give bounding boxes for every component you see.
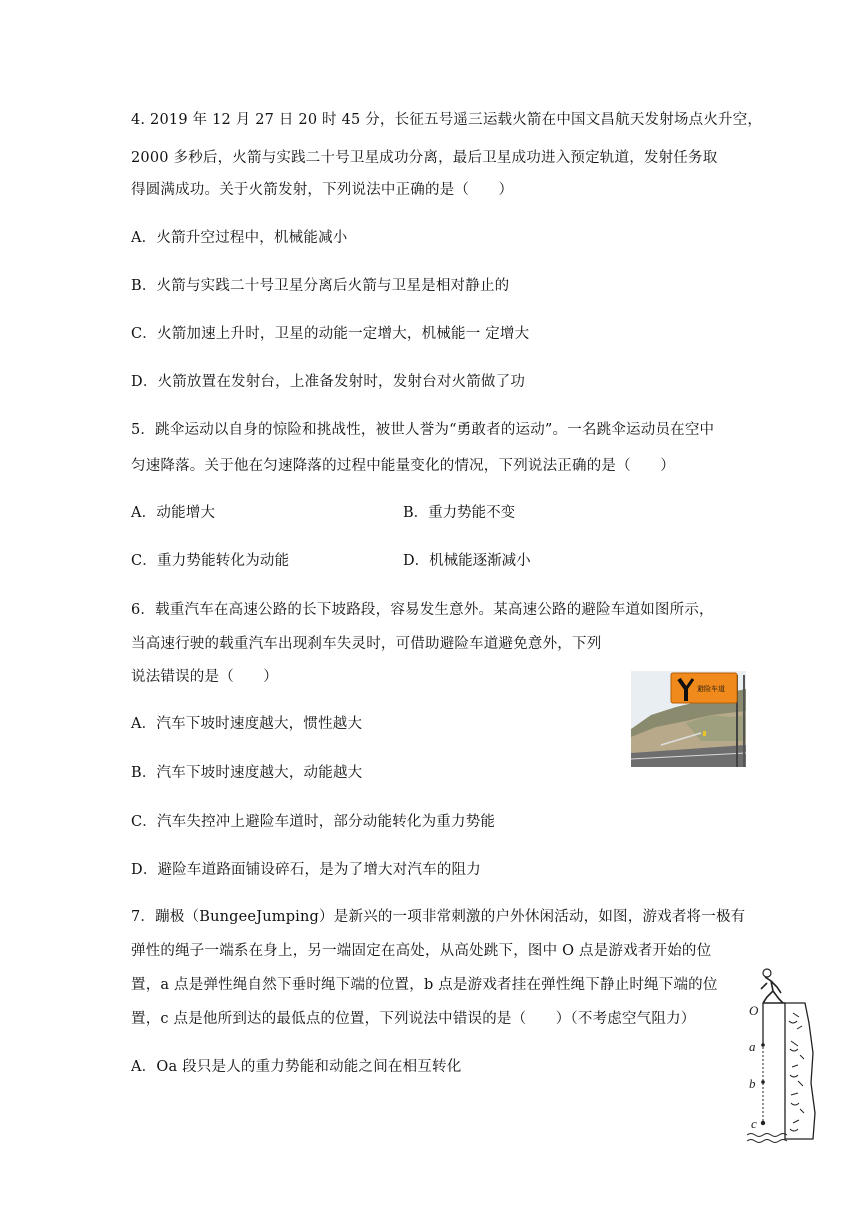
q6-option-d: D．避险车道路面铺设碎石，是为了增大对汽车的阻力 (131, 862, 481, 878)
label-a: a (749, 1039, 756, 1054)
label-c: c (751, 1116, 757, 1131)
q6-option-b: B．汽车下坡时速度越大，动能越大 (131, 765, 363, 781)
q7-option-a: A．Oa 段只是人的重力势能和动能之间在相互转化 (131, 1059, 462, 1075)
q4-stem-line-3: 得圆满成功。关于火箭发射，下列说法中正确的是（ ） (131, 182, 514, 198)
q7-stem-line-3: 置，a 点是弹性绳自然下垂时绳下端的位置，b 点是游戏者挂在弹性绳下静止时绳下端的位 (131, 977, 718, 993)
sign-text: 避险车道 (697, 685, 725, 693)
q7-stem-line-2: 弹性的绳子一端系在身上，另一端固定在高处，从高处跳下，图中 O 点是游戏者开始的位 (131, 943, 712, 959)
bungee-diagram (745, 963, 820, 1148)
q7-stem-line-1: 7．蹦极（BungeeJumping）是新兴的一项非常刺激的户外休闲活动，如图，游戏者将一极有 (131, 909, 746, 925)
label-o: O (749, 1003, 759, 1018)
q4-stem-line-1: 4. 2019 年 12 月 27 日 20 时 45 分，长征五号遥三运载火箭在中国文昌航天发射场点火升空， (131, 112, 763, 128)
q5-option-d: D．机械能逐渐减小 (403, 553, 531, 569)
q5-option-a: A．动能增大 (131, 505, 216, 521)
q5-option-c: C．重力势能转化为动能 (131, 553, 290, 569)
q5-option-b: B．重力势能不变 (403, 505, 516, 521)
q4-option-a: A．火箭升空过程中，机械能减小 (131, 230, 348, 246)
q4-option-c: C．火箭加速上升时，卫星的动能一定增大，机械能一 定增大 (131, 326, 530, 342)
q4-option-b: B．火箭与实践二十号卫星分离后火箭与卫星是相对静止的 (131, 278, 510, 294)
runaway-lane-photo (631, 671, 746, 767)
q6-option-a: A．汽车下坡时速度越大，惯性越大 (131, 716, 363, 732)
q4-option-d: D．火箭放置在发射台，上准备发射时，发射台对火箭做了功 (131, 374, 526, 390)
q6-stem-line-1: 6．载重汽车在高速公路的长下坡路段，容易发生意外。某高速公路的避险车道如图所示， (131, 602, 714, 618)
q6-stem-line-2: 当高速行驶的载重汽车出现刹车失灵时，可借助避险车道避免意外，下列 (131, 636, 602, 652)
q6-stem-line-3: 说法错误的是（ ） (131, 669, 278, 685)
q5-stem-line-2: 匀速降落。关于他在匀速降落的过程中能量变化的情况，下列说法正确的是（ ） (131, 458, 675, 474)
q4-stem-line-2: 2000 多秒后，火箭与实践二十号卫星成功分离，最后卫星成功进入预定轨道，发射任务取 (131, 150, 718, 166)
label-b: b (749, 1076, 756, 1091)
q7-stem-line-4: 置，c 点是他所到达的最低点的位置，下列说法中错误的是（ ）（不考虑空气阻力） (131, 1011, 696, 1027)
q6-option-c: C．汽车失控冲上避险车道时，部分动能转化为重力势能 (131, 814, 496, 830)
q5-stem-line-1: 5．跳伞运动以自身的惊险和挑战性，被世人誉为“勇敢者的运动”。一名跳伞运动员在空中 (131, 422, 715, 438)
